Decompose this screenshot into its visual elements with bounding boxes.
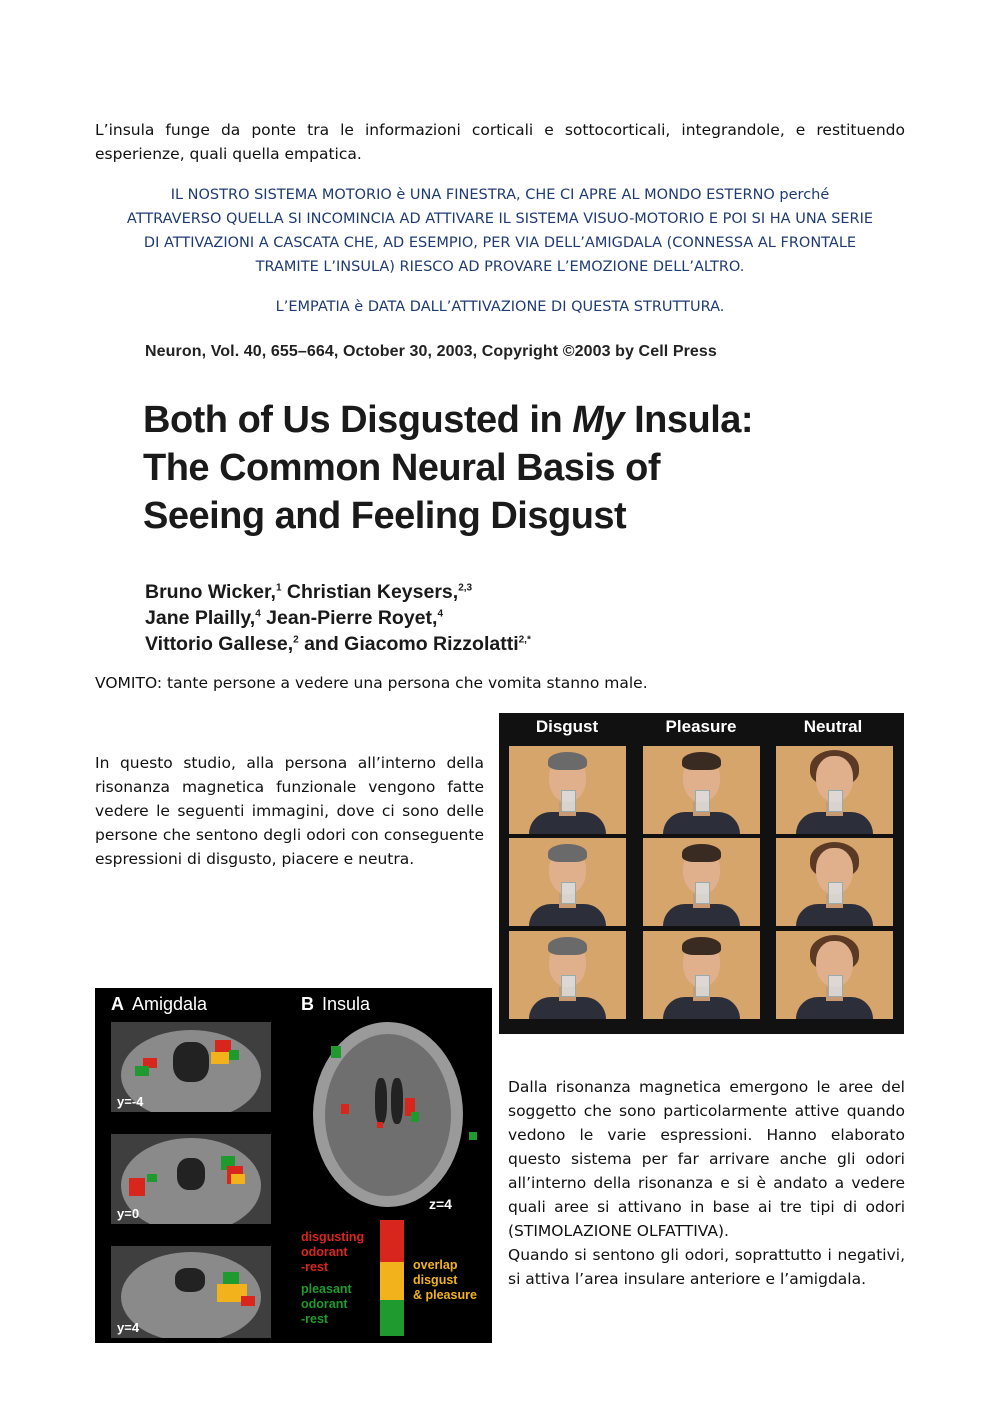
paper-citation: Neuron, Vol. 40, 655–664, October 30, 2003, Copyright ©2003 by Cell Press <box>145 343 717 360</box>
paper-authors <box>145 579 531 657</box>
study-paragraph: In questo studio, alla persona all’interno della risonanza magnetica funzionale vengono fatte vedere le seguenti immagini, dove ci sono delle persone che sentono degli odori con conseguente espressioni di disgusto, piacere e neutra. <box>95 754 484 868</box>
activation-blob <box>411 1112 419 1122</box>
final-paragraph: Quando si sentono gli odori, soprattutto i negativi, si attiva l’area insulare anteriore e l’amigdala. <box>508 1246 905 1288</box>
activation-blob <box>469 1132 477 1140</box>
slice-label: y=0 <box>117 1206 140 1221</box>
header-disgust: Disgust <box>535 717 599 736</box>
header-pleasure: Pleasure <box>665 717 737 736</box>
coronal-slice-1 <box>111 1022 271 1112</box>
panel-b-letter: B <box>301 994 314 1014</box>
axial-slice <box>295 1018 485 1213</box>
legend-swatch-disgust <box>380 1220 404 1262</box>
blue-text-block <box>95 183 905 319</box>
activation-blob <box>135 1066 149 1076</box>
author-name: and Giacomo Rizzolatti <box>298 633 519 655</box>
activation-blob <box>341 1104 349 1114</box>
panel-b-title <box>301 994 370 1015</box>
legend-text: -rest <box>301 1312 329 1326</box>
legend-text: & pleasure <box>413 1288 477 1302</box>
activation-blob <box>241 1296 255 1306</box>
activation-blob <box>231 1174 245 1184</box>
blue-line-5: L’EMPATIA è DATA DALL’ATTIVAZIONE DI QUESTA STRUTTURA. <box>275 299 725 315</box>
coronal-slice-2 <box>111 1134 271 1224</box>
face-photo <box>643 746 760 834</box>
legend-text: pleasant <box>301 1282 352 1296</box>
author-name: Jean-Pierre Royet, <box>260 607 438 629</box>
author-affil: 1 <box>275 582 282 594</box>
title-part-2: Insula: <box>624 399 754 441</box>
panel-a-title <box>111 994 207 1015</box>
author-name: Bruno Wicker, <box>145 581 276 603</box>
activation-blob <box>147 1174 157 1182</box>
legend-swatch-overlap <box>380 1262 404 1300</box>
author-name: Christian Keysers, <box>281 581 459 603</box>
title-line-3: Seeing and Feeling Disgust <box>143 495 627 537</box>
activation-blob <box>377 1122 383 1128</box>
author-affil: 4 <box>255 608 261 620</box>
legend-pleasure <box>301 1282 352 1327</box>
face-photo <box>643 838 760 926</box>
blue-line-3: DI ATTIVAZIONI A CASCATA CHE, AD ESEMPIO, PER VIA DELL’AMIGDALA (CONNESSA AL FRONTALE <box>143 235 857 251</box>
legend-text: odorant <box>301 1245 348 1259</box>
blue-line-4: TRAMITE L’INSULA) RIESCO AD PROVARE L’EMOZIONE DELL’ALTRO. <box>255 259 745 275</box>
title-line-2: The Common Neural Basis of <box>143 447 660 489</box>
coronal-slice-3 <box>111 1246 271 1338</box>
legend-text: overlap <box>413 1258 458 1272</box>
face-photo <box>509 746 626 834</box>
author-affil: 2 <box>293 634 299 646</box>
brain-activation-figure <box>95 988 492 1343</box>
panel-a-letter: A <box>111 994 124 1014</box>
activation-blob <box>229 1050 239 1060</box>
face-photo <box>509 931 626 1019</box>
blue-line-2: ATTRAVERSO QUELLA SI INCOMINCIA AD ATTIVARE IL SISTEMA VISUO-MOTORIO E POI SI HA UNA SERIE <box>126 211 874 227</box>
intro-paragraph: L’insula funge da ponte tra le informazioni corticali e sottocorticali, integrandole, e restituendo esperienze, quali quella empatica. <box>95 121 905 163</box>
legend-overlap <box>413 1258 477 1303</box>
legend-swatch-pleasure <box>380 1300 404 1336</box>
author-affil: 2,* <box>518 634 531 646</box>
blue-line-1: IL NOSTRO SISTEMA MOTORIO è UNA FINESTRA, CHE CI APRE AL MONDO ESTERNO perché <box>170 187 830 203</box>
legend-text: odorant <box>301 1297 348 1311</box>
title-part-1: Both of Us Disgusted in <box>143 399 573 441</box>
faces-figure <box>499 713 904 1034</box>
results-paragraph: Dalla risonanza magnetica emergono le aree del soggetto che sono particolarmente attive quando vedono le varie espressioni. Hanno elaborato questo sistema per far arrivare anche gli odori all’interno della risonanza e si è andato a vedere quali aree si attivano in base ai tre tipi di odori (STIMOLAZIONE OLFATTIVA). <box>508 1078 905 1240</box>
activation-blob <box>331 1046 341 1058</box>
face-photo <box>776 838 893 926</box>
legend-text: disgust <box>413 1273 458 1287</box>
panel-b-label: Insula <box>322 994 371 1014</box>
header-neutral: Neutral <box>803 717 863 736</box>
author-affil: 2,3 <box>458 582 473 594</box>
activation-blob <box>211 1052 229 1064</box>
legend-text: disgusting <box>301 1230 365 1244</box>
legend-text: -rest <box>301 1260 329 1274</box>
vomito-paragraph: VOMITO: tante persone a vedere una persona che vomita stanno male. <box>95 674 648 692</box>
author-affil: 4 <box>437 608 443 620</box>
face-photo <box>776 931 893 1019</box>
slice-label: y=4 <box>117 1320 140 1335</box>
activation-blob <box>129 1178 145 1196</box>
author-name: Vittorio Gallese, <box>145 633 294 655</box>
slice-label: y=-4 <box>117 1094 144 1109</box>
title-italic: My <box>572 399 625 441</box>
face-photo <box>643 931 760 1019</box>
legend-disgust <box>301 1230 364 1275</box>
face-photo <box>776 746 893 834</box>
paper-title <box>143 396 903 540</box>
slice-label: z=4 <box>429 1196 452 1212</box>
panel-a-label: Amigdala <box>132 994 208 1014</box>
author-name: Jane Plailly, <box>145 607 256 629</box>
face-photo <box>509 838 626 926</box>
